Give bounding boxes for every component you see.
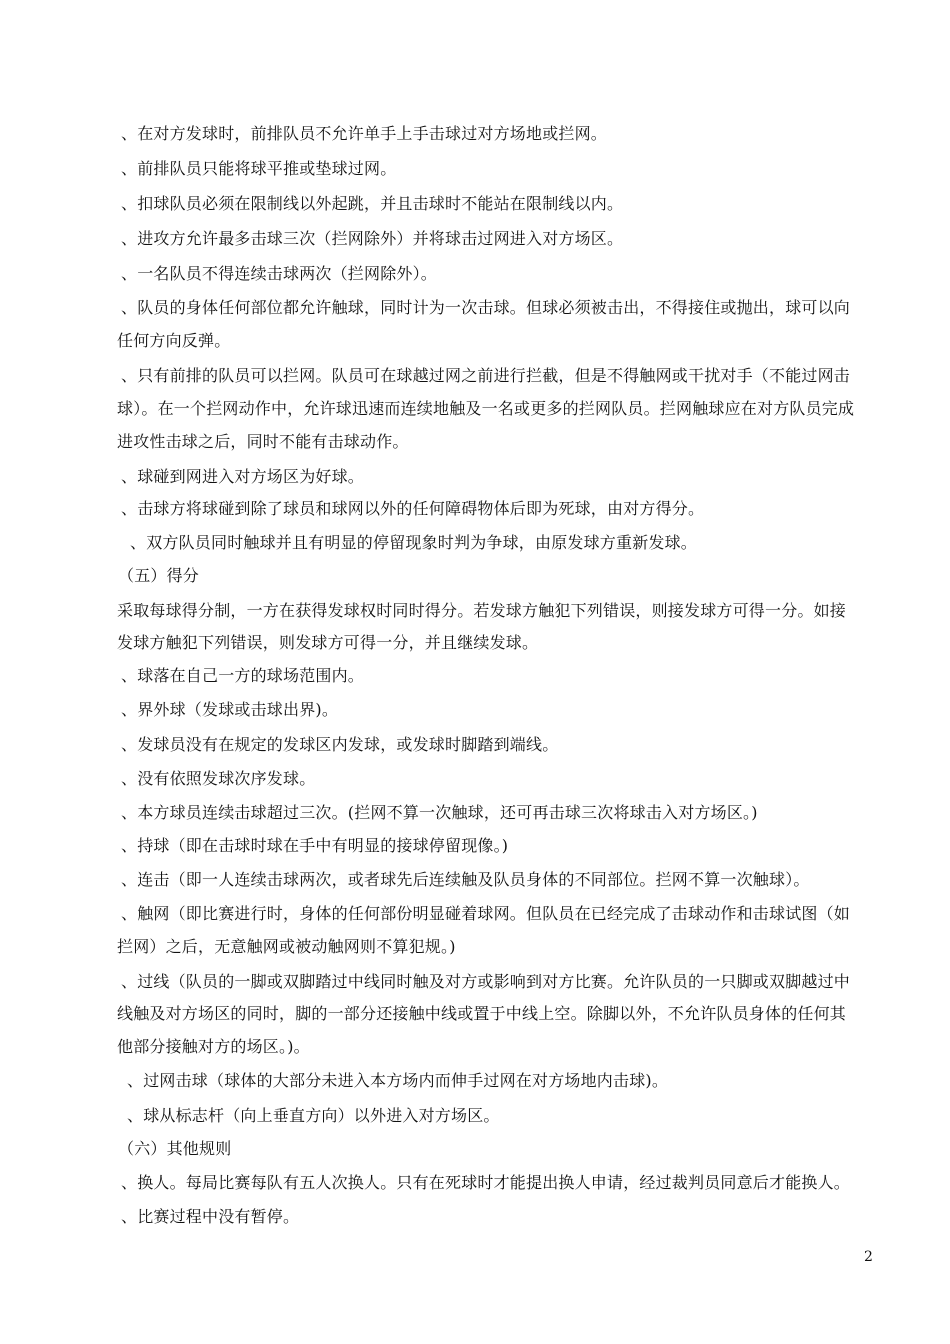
rule-line: 、队员的身体任何部位都允许触球，同时计为一次击球。但球必须被击出，不得接住或抛出，球可以向 [121,298,851,317]
rule-line: 、扣球队员必须在限制线以外起跳，并且击球时不能站在限制线以内。 [121,194,624,213]
rule-line: 、双方队员同时触球并且有明显的停留现象时判为争球，由原发球方重新发球。 [130,533,698,552]
rule-line: 、界外球（发球或击球出界)。 [121,700,339,719]
rule-line: 、球碰到网进入对方场区为好球。 [121,467,365,486]
rule-line: 、球从标志杆（向上垂直方向）以外进入对方场区。 [127,1106,500,1125]
rule-line: 线触及对方场区的同时，脚的一部分还接触中线或置于中线上空。除脚以外，不允许队员身体的任何其 [117,1004,847,1023]
rule-line: 、本方球员连续击球超过三次。(拦网不算一次触球，还可再击球三次将球击入对方场区。) [121,803,758,822]
rule-line: 拦网）之后，无意触网或被动触网则不算犯规。) [117,937,456,956]
rule-line: 、没有依照发球次序发球。 [121,769,316,788]
rule-line: 他部分接触对方的场区。)。 [117,1037,310,1056]
section-heading: （五）得分 [118,566,200,585]
rule-line: 、过网击球（球体的大部分未进入本方场内而伸手过网在对方场地内击球)。 [127,1071,669,1090]
rule-line: 任何方向反弹。 [117,331,231,350]
rule-line: 发球方触犯下列错误，则发球方可得一分，并且继续发球。 [117,633,539,652]
rule-line: 、比赛过程中没有暂停。 [121,1207,300,1226]
rule-line: 进攻性击球之后，同时不能有击球动作。 [117,432,409,451]
rule-line: 、触网（即比赛进行时，身体的任何部份明显碰着球网。但队员在已经完成了击球动作和击球试图（如 [121,904,851,923]
section-heading: （六）其他规则 [118,1139,232,1158]
rule-line: 、只有前排的队员可以拦网。队员可在球越过网之前进行拦截，但是不得触网或干扰对手（不能过网击 [121,366,851,385]
rule-line: 、换人。每局比赛每队有五人次换人。只有在死球时才能提出换人申请，经过裁判员同意后才能换人。 [121,1173,851,1192]
rule-line: 、过线（队员的一脚或双脚踏过中线同时触及对方或影响到对方比赛。允许队员的一只脚或双脚越过中 [121,972,851,991]
rule-line: 、球落在自己一方的球场范围内。 [121,666,365,685]
rule-line: 采取每球得分制，一方在获得发球权时同时得分。若发球方触犯下列错误，则接发球方可得一分。如接 [117,601,847,620]
rule-line: 、持球（即在击球时球在手中有明显的接球停留现像。) [121,836,509,855]
page-number: 2 [864,1249,873,1265]
rule-line: 、进攻方允许最多击球三次（拦网除外）并将球击过网进入对方场区。 [121,229,624,248]
rule-line: 、连击（即一人连续击球两次，或者球先后连续触及队员身体的不同部位。拦网不算一次触球）。 [121,870,810,889]
rule-line: 、一名队员不得连续击球两次（拦网除外）。 [121,264,438,283]
rule-line: 、击球方将球碰到除了球员和球网以外的任何障碍物体后即为死球，由对方得分。 [121,499,705,518]
rule-line: 、前排队员只能将球平推或垫球过网。 [121,159,397,178]
rule-line: 、发球员没有在规定的发球区内发球，或发球时脚踏到端线。 [121,735,559,754]
rule-line: 球）。在一个拦网动作中，允许球迅速而连续地触及一名或更多的拦网队员。拦网触球应在对方队员完成 [117,399,855,418]
rule-line: 、在对方发球时，前排队员不允许单手上手击球过对方场地或拦网。 [121,124,608,143]
